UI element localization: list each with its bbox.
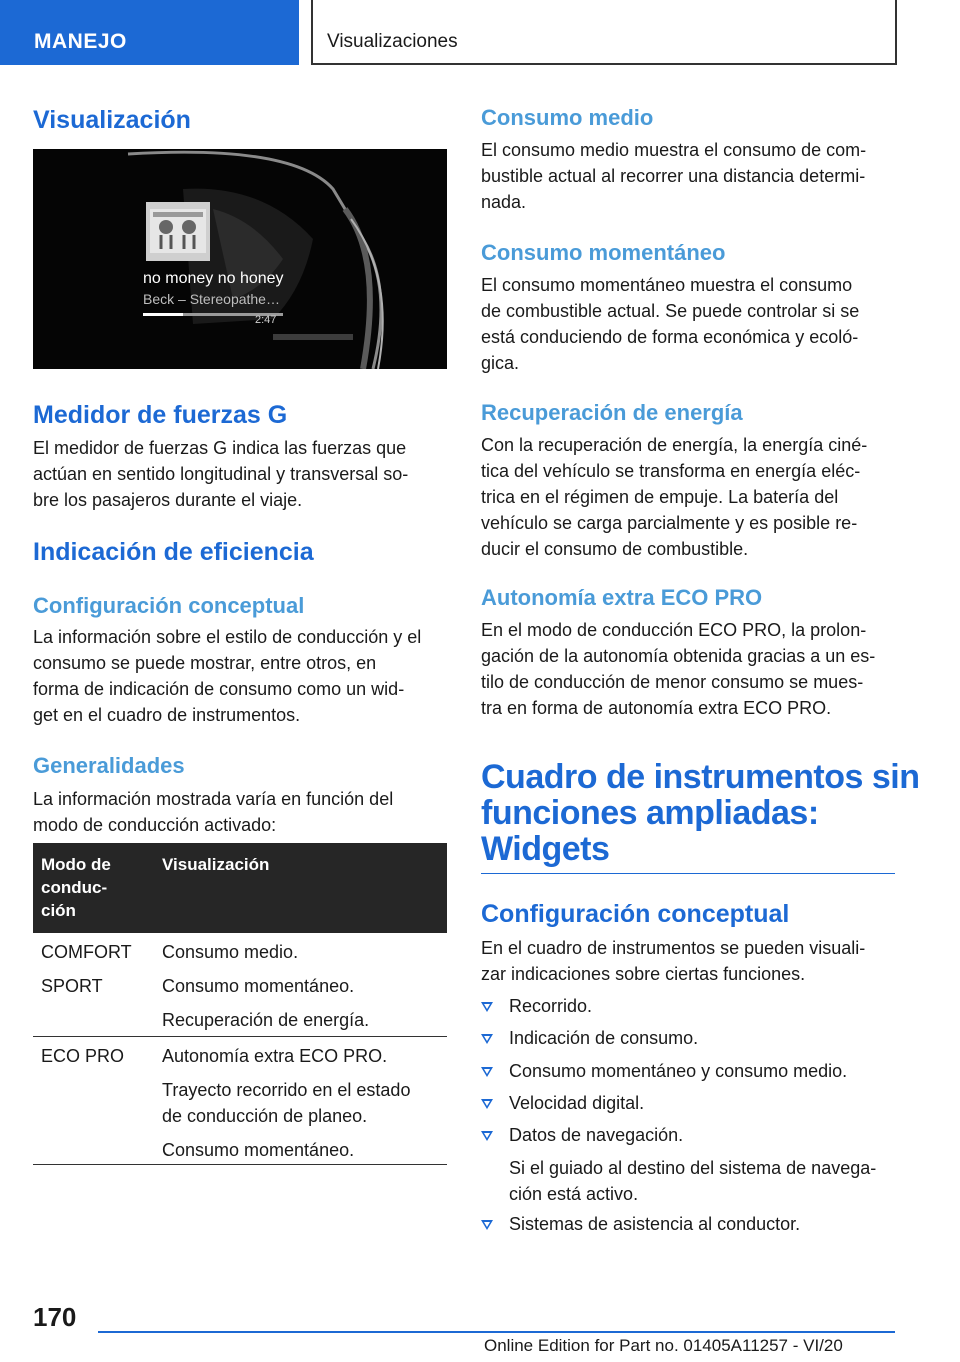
chapter-title: Cuadro de instrumentos sin funciones ampliadas: Widgets <box>481 758 920 868</box>
heading-visualizacion: Visualización <box>33 106 191 134</box>
table-header <box>33 843 447 933</box>
triangle-bullet-icon <box>481 1067 493 1077</box>
table-row-2-items: Autonomía extra ECO PRO. Trayecto recorrido en el estado de conducción de planeo. Consumo momentáneo. <box>162 1046 411 1160</box>
heading-eficiencia: Indicación de eficiencia <box>33 538 314 566</box>
footer-rule <box>98 1331 895 1333</box>
screen-song: no money no honey <box>143 270 284 287</box>
topic-title: Visualizaciones <box>327 31 458 52</box>
momentaneo-text: El consumo momentáneo muestra el consumo de combustible actual. Se puede controlar si se está conduciendo de forma económica y ecoló- gica. <box>481 275 860 373</box>
triangle-bullet-icon <box>481 1002 493 1012</box>
screen-time: 2:47 <box>255 314 277 326</box>
gforce-text: El medidor de fuerzas G indica las fuerzas que actúan en sentido longitudinal y transversal so- bre los pasajeros durante el viaje. <box>33 438 409 510</box>
display-screenshot <box>33 149 447 369</box>
medio-text: El consumo medio muestra el consumo de com- bustible actual al recorrer una distancia determi- nada. <box>481 140 867 212</box>
instrument-display-image <box>33 149 447 369</box>
general-text: La información mostrada varía en función del modo de conducción activado: <box>33 789 394 835</box>
triangle-bullet-icon <box>481 1220 493 1230</box>
table-divider <box>33 1036 447 1037</box>
heading-consumo-momentaneo: Consumo momentáneo <box>481 240 726 265</box>
page-number: 170 <box>33 1302 77 1332</box>
heading-recuperacion: Recuperación de energía <box>481 400 743 425</box>
footer-edition: Online Edition for Part no. 01405A11257 - VI/20 <box>484 1336 843 1355</box>
table-row-1-mode: COMFORT SPORT <box>41 942 132 996</box>
triangle-bullet-icon <box>481 1131 493 1141</box>
heading-gforce: Medidor de fuerzas G <box>33 401 288 429</box>
heading-consumo-medio: Consumo medio <box>481 105 654 130</box>
triangle-bullet-icon <box>481 1099 493 1109</box>
table-bottom-rule <box>33 1164 447 1165</box>
heading-autonomia: Autonomía extra ECO PRO <box>481 585 763 610</box>
section-title: MANEJO <box>34 30 127 53</box>
config-text: La información sobre el estilo de conducción y el consumo se puede mostrar, entre otros, en forma de indicación de consumo como un wid- get en el cuadro de instrumentos. <box>33 627 422 725</box>
table-row-2-mode: ECO PRO <box>41 1046 125 1066</box>
autonomia-text: En el modo de conducción ECO PRO, la prolon- gación de la autonomía obtenida gracias a un es- tilo de conducción de menor consumo se mues- tra en forma de autonomía extra ECO PRO. <box>481 620 876 718</box>
chapter-title-rule <box>481 873 895 874</box>
screen-artist: Beck – Stereopathe… <box>143 291 280 307</box>
header-visualizacion: Visualización <box>162 855 270 874</box>
header-mode: Modo de conduc- ción <box>41 855 111 920</box>
config2-text: En el cuadro de instrumentos se pueden visuali- zar indicaciones sobre ciertas funciones. <box>481 938 866 984</box>
heading-config-conceptual: Configuración conceptual <box>33 593 305 618</box>
triangle-bullet-icon <box>481 1034 493 1044</box>
recup-text: Con la recuperación de energía, la energía ciné- tica del vehículo se transforma en energía eléc- trica en el régimen de empuje. La batería del vehículo se carga parcialmente y es posible re- ducir el consumo de combustible. <box>481 435 868 559</box>
table-row-1-items: Consumo medio. Consumo momentáneo. Recuperación de energía. <box>162 942 370 1030</box>
section-tab <box>0 0 299 65</box>
topic-tab <box>311 0 897 65</box>
heading-config-conceptual-2: Configuración conceptual <box>481 900 790 928</box>
heading-generalidades: Generalidades <box>33 753 185 778</box>
nav-note: Si el guiado al destino del sistema de navega- ción está activo. <box>509 1158 877 1204</box>
